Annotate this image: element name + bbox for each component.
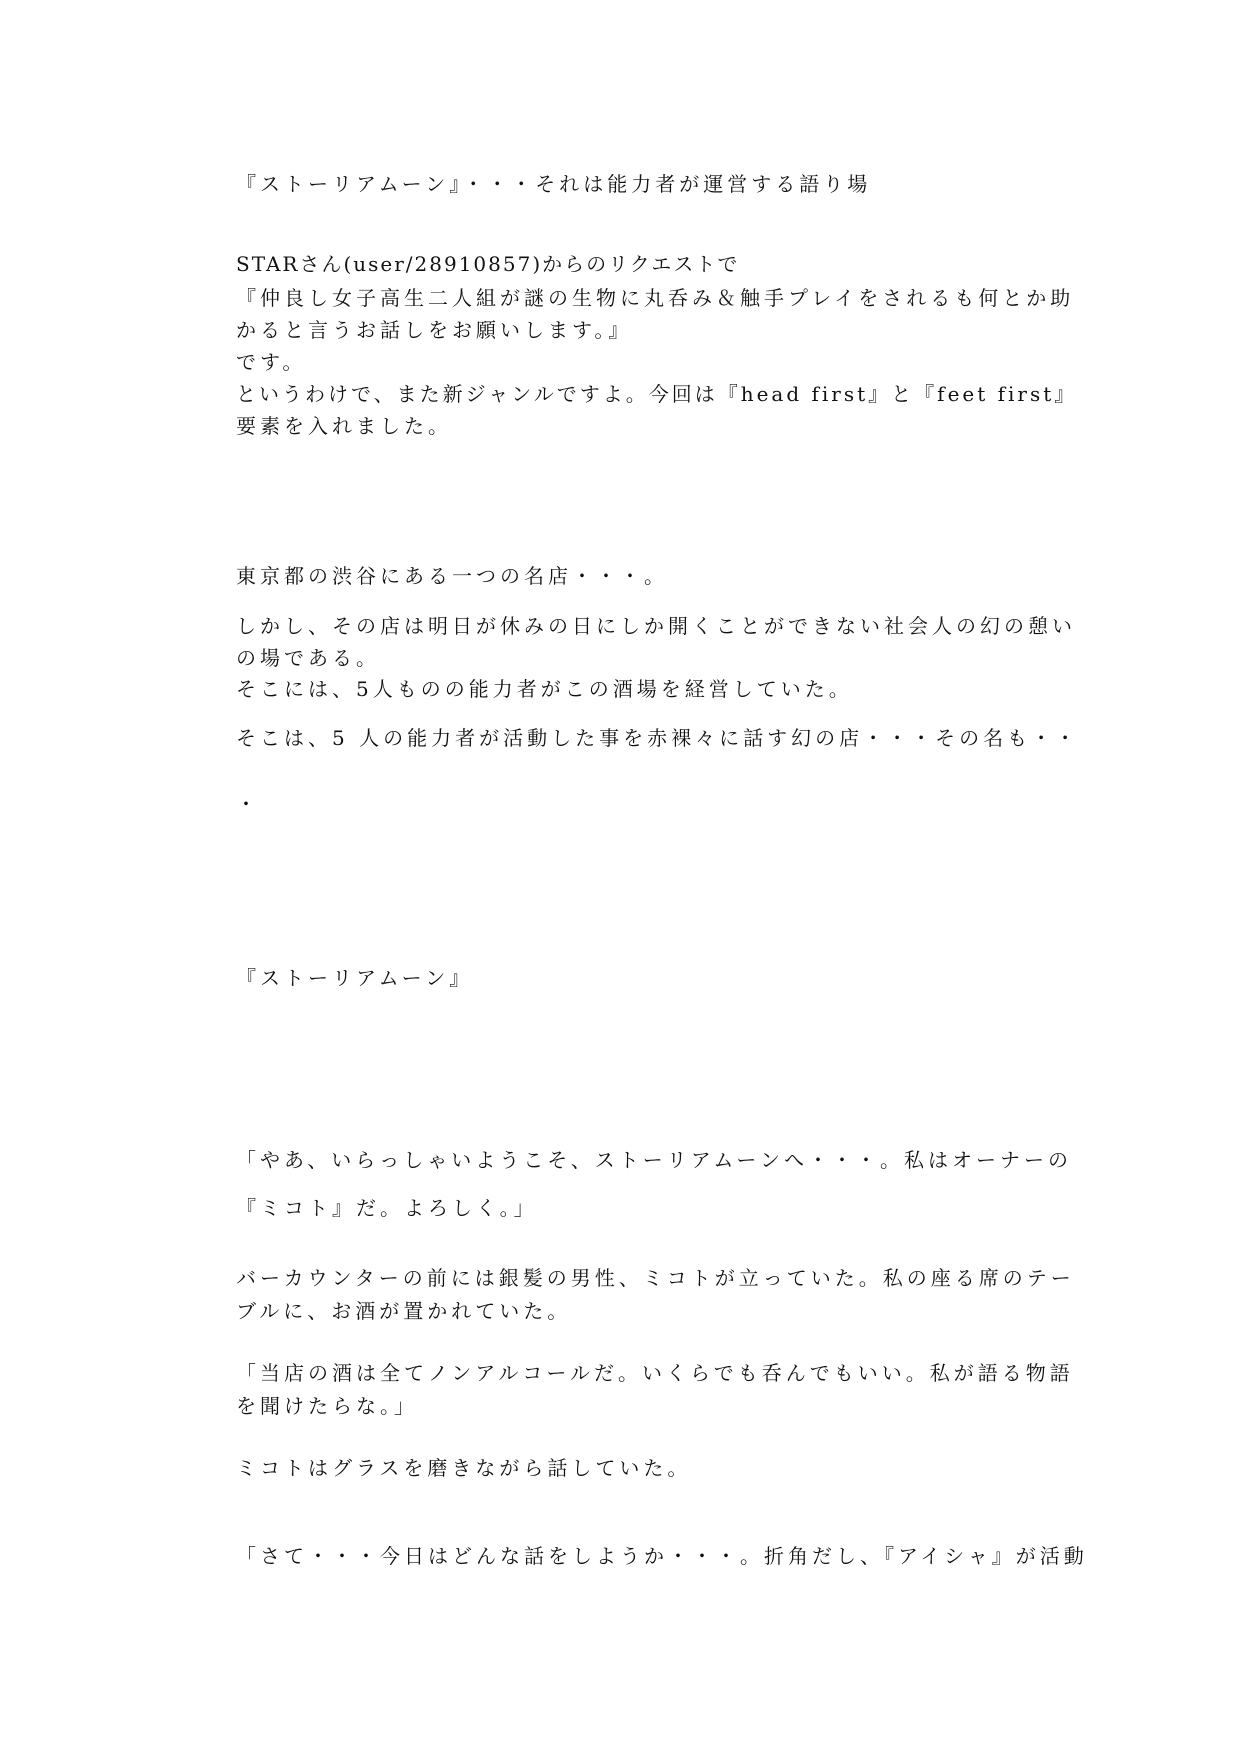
request-quote-line-1: 『仲良し女子高生二人組が謎の生物に丸呑み＆触手プレイをされるも何とか助: [236, 286, 1075, 310]
dialogue-1-line-2: 『ミコト』だ。よろしく。」: [236, 1196, 538, 1220]
intro-note-line-1: というわけで、また新ジャンルですよ。今回は『head first』と『feet first』: [236, 382, 1078, 406]
intro-note-line-2: 要素を入れました。: [236, 414, 452, 438]
story-paragraph-2-line-2: の場である。: [236, 646, 380, 670]
story-paragraph-4: そこは、5 人の能力者が活動した事を赤裸々に話す幻の店・・・その名も・・: [236, 726, 1080, 750]
dialogue-2-line-2: を聞けたらな。」: [236, 1394, 418, 1418]
request-line: STARさん(user/28910857)からのリクエストで: [236, 252, 740, 276]
intro-title-line: 『ストーリアムーン』・・・それは能力者が運営する語り場: [236, 172, 872, 196]
dialogue-2-line-1: 「当店の酒は全てノンアルコールだ。いくらでも呑んでもいい。私が語る物語: [236, 1361, 1074, 1385]
narration-2: ミコトはグラスを磨きながら話していた。: [236, 1456, 692, 1480]
narration-1-line-2: ブルに、お酒が置かれていた。: [236, 1299, 572, 1323]
narration-1-line-1: バーカウンターの前には銀髪の男性、ミコトが立っていた。私の座る席のテー: [236, 1266, 1075, 1290]
dialogue-1-line-1: 「やあ、いらっしゃいようこそ、ストーリアムーンへ・・・。私はオーナーの: [236, 1148, 1072, 1172]
story-paragraph-1: 東京都の渋谷にある一つの名店・・・。: [236, 564, 668, 588]
desu-line: です。: [236, 350, 307, 374]
story-paragraph-3: そこには、5人ものの能力者がこの酒場を経営していた。: [236, 677, 853, 701]
story-paragraph-5: ・: [236, 792, 260, 816]
story-paragraph-2-line-1: しかし、その店は明日が休みの日にしか開くことができない社会人の幻の憩い: [236, 614, 1076, 638]
request-quote-line-2: かると言うお話しをお願いします。』: [236, 318, 633, 342]
store-name-line: 『ストーリアムーン』: [236, 966, 474, 990]
dialogue-3-line-1: 「さて・・・今日はどんな話をしようか・・・。折角だし、『アイシャ』が活動: [236, 1544, 1088, 1568]
